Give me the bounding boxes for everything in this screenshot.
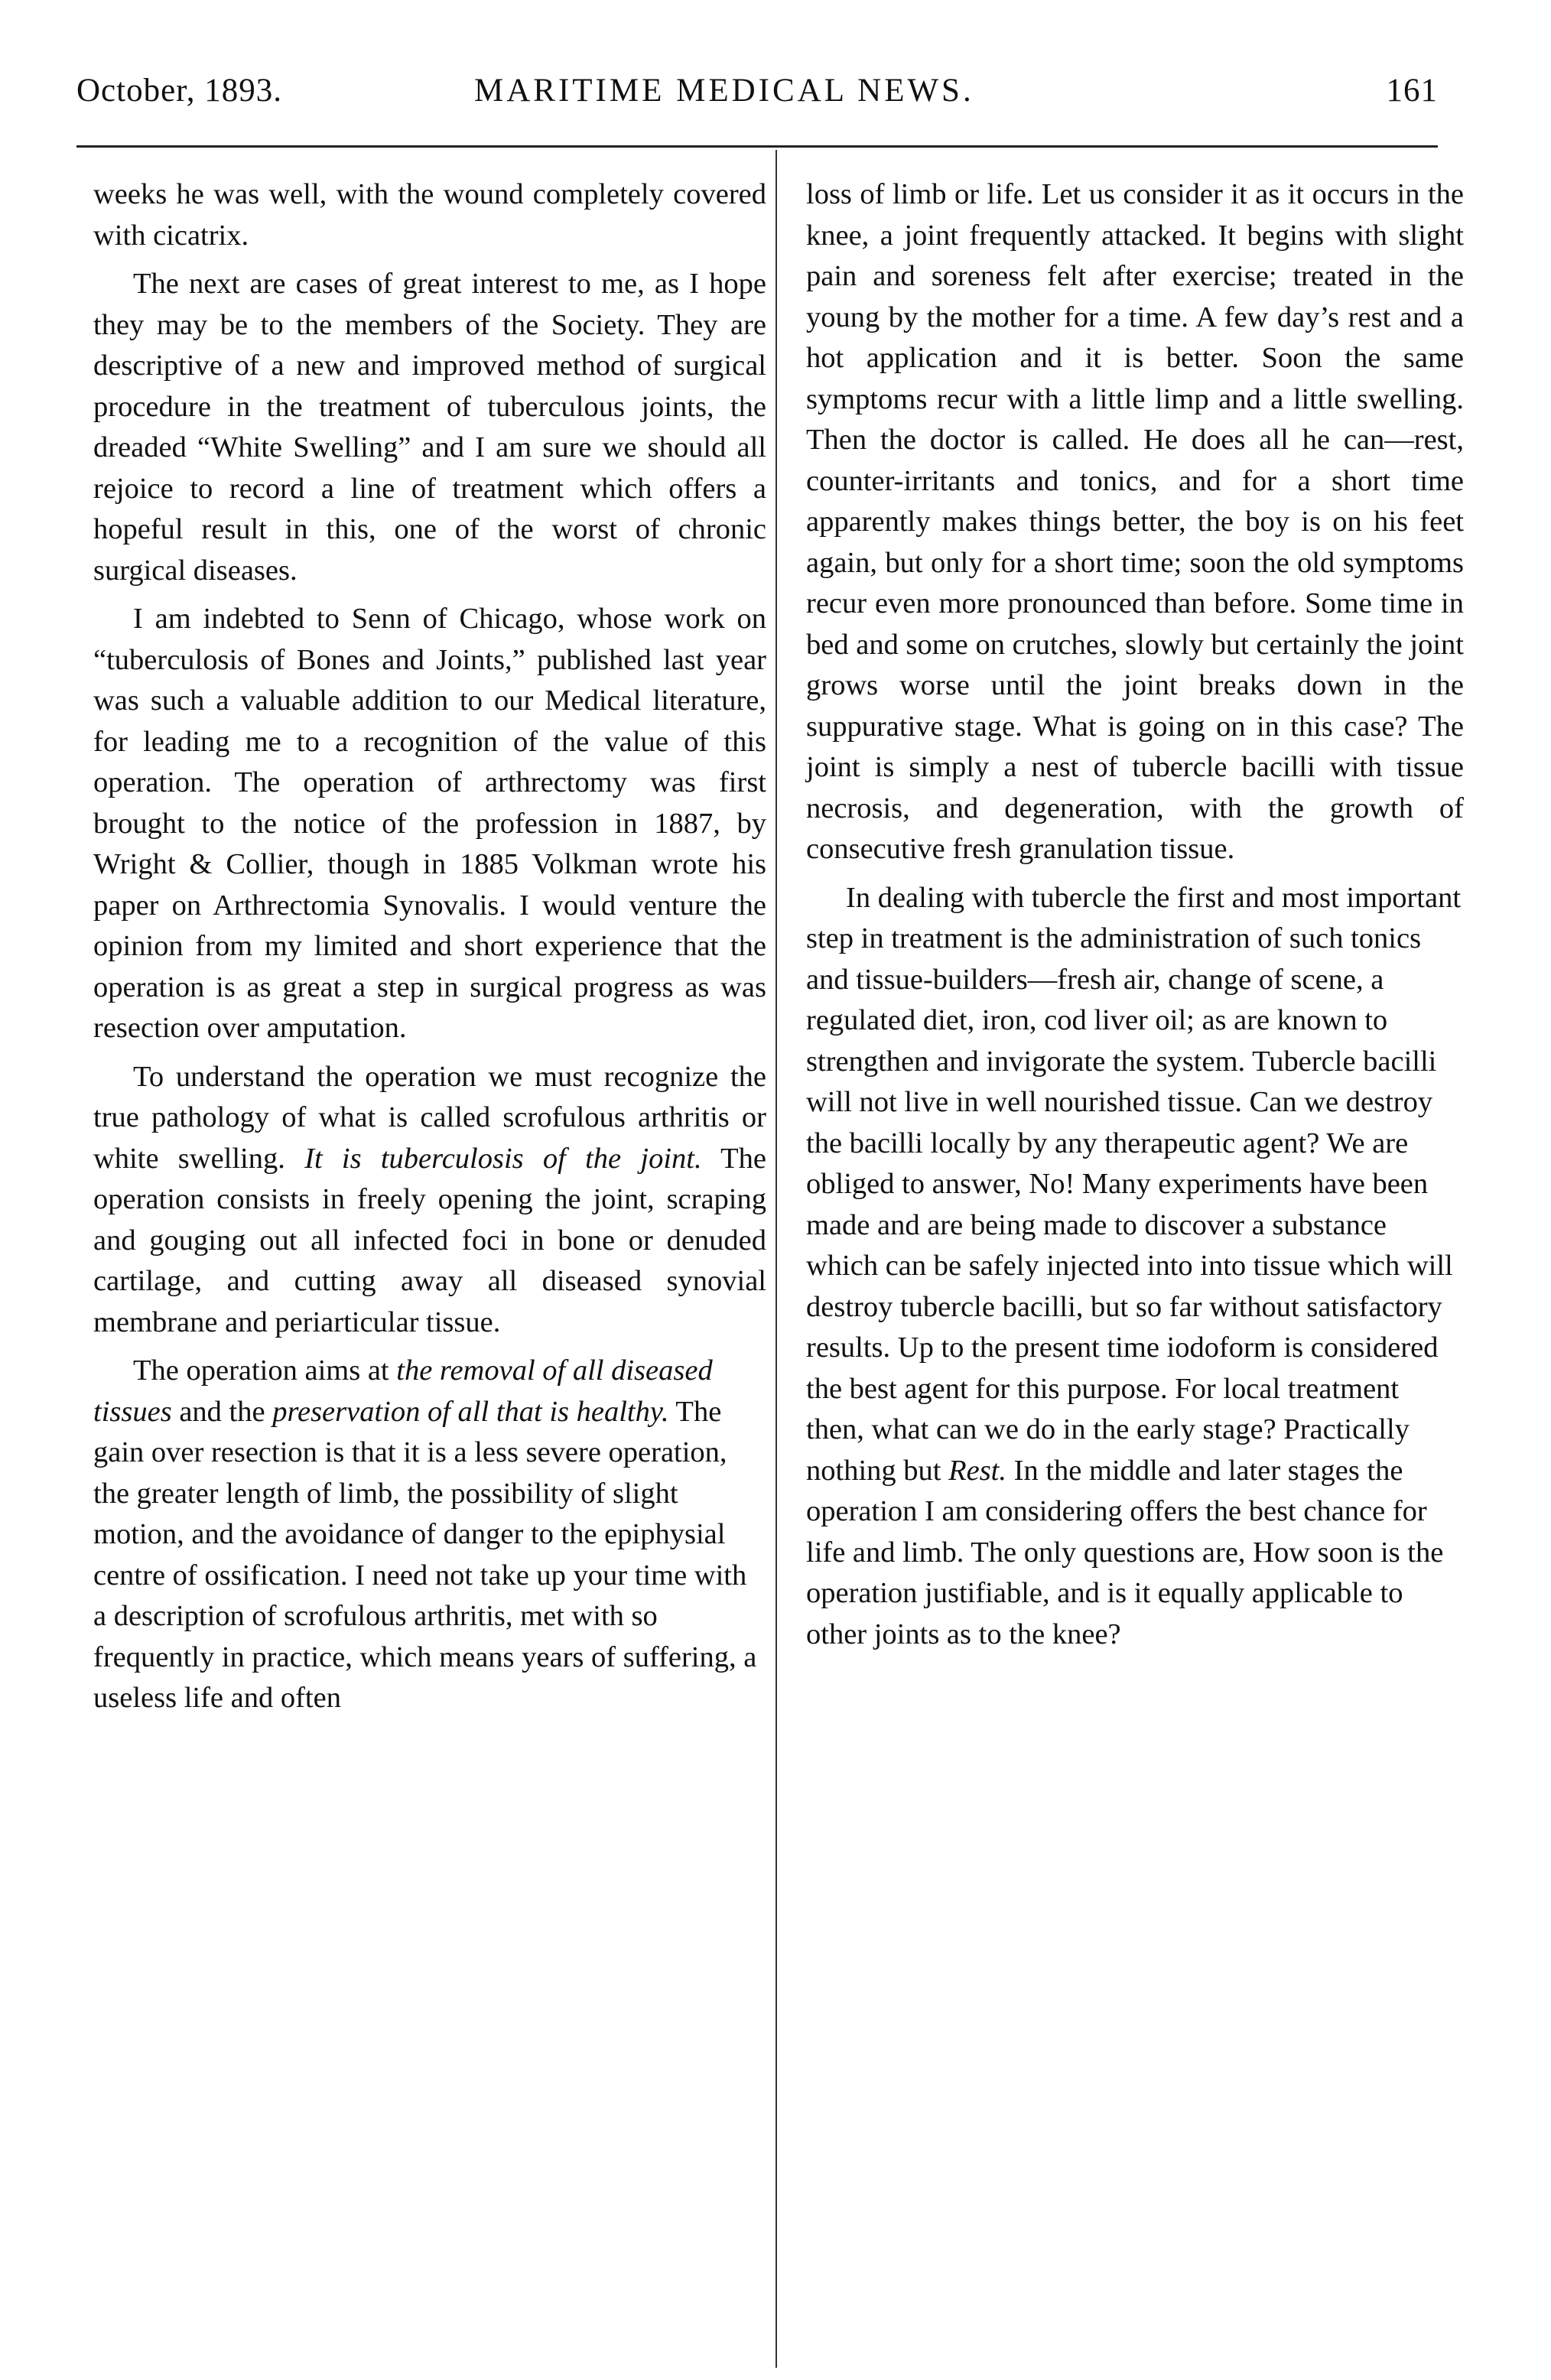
text-span: The operation consists in freely opening the joint, scraping and gouging out all infected foci in bone or denuded cartilage, and cutting away all diseased synovial membrane and periarticular tissue.	[93, 1142, 767, 1338]
text-span: In dealing with tubercle the first and most important step in treatment is the administration of such tonics and tissue-builders—fresh air, change of scene, a regulated diet, iron, cod liver oil; as are known to strengthen and invigorate the system. Tubercle bacilli will not live in well nourished tissue. Can we destroy the bacilli locally by any therapeutic agent? We are obliged to answer, No! Many experiments have been made and are being made to discover a substance which can be safely injected into into tissue which will destroy tubercle bacilli, but so far without satisfactory results. Up to the present time iodoform is considered the best agent for this purpose. For local treatment then, what can we do in the early stage? Practically nothing but	[806, 881, 1462, 1487]
issue-date: October, 1893.	[76, 73, 283, 109]
italic-emphasis: It is tuberculosis of the joint.	[304, 1142, 702, 1175]
text-span: To understand the operation we must recognize the true pathology of what is called scrofulous arthritis or white swelling.	[93, 1060, 766, 1175]
left-column	[93, 174, 766, 1727]
right-column	[806, 174, 1464, 1663]
text-span: In the middle and later stages the operation I am considering offers the best chance for life and limb. The only questions are, How soon is the operation justifiable, and is it equally applicable to other joints as to the knee?	[806, 1454, 1444, 1650]
paragraph	[93, 1351, 766, 1719]
paragraph-continuation: loss of limb or life. Let us consider it as it occurs in the knee, a joint frequently attacked. It begins with slight pain and soreness felt after exercise; treated in the young by the mother for a time. A few day’s rest and a hot application and it is better. Soon the same symptoms recur with a little limp and a little swelling. Then the doctor is called. He does all he can—rest, counter-irritants and tonics, and for a short time apparently makes things better, the boy is on his feet again, but only for a short time; soon the old symptoms recur even more pronounced than before. Some time in bed and some on crutches, slowly but certainly the joint grows worse until the joint breaks down in the suppurative stage. What is going on in this case? The joint is simply a nest of tubercle bacilli with tissue necrosis, and degeneration, with the growth of consecutive fresh granulation tissue.	[806, 178, 1464, 865]
paragraph	[806, 878, 1464, 1656]
column-divider	[776, 150, 777, 2368]
journal-title: MARITIME MEDICAL NEWS.	[474, 73, 974, 109]
paragraph-continuation: weeks he was well, with the wound completely covered with cicatrix.	[93, 178, 766, 252]
text-span: The gain over resection is that it is a less severe operation, the greater length of limb, the possibility of slight motion, and the avoidance of danger to the epiphysial centre of ossification. I need not take up your time with a description of scrofulous arthritis, met with so frequently in practice, which means years of suffering, a useless life and often	[93, 1395, 757, 1714]
italic-emphasis: Rest.	[948, 1454, 1007, 1487]
running-header	[76, 58, 1438, 119]
paragraph: I am indebted to Senn of Chicago, whose work on “tuberculosis of Bones and Joints,” published last year was such a valuable addition to our Medical literature, for leading me to a recognition of the value of this operation. The operation of arthrectomy was first brought to the notice of the profession in 1887, by Wright & Collier, though in 1885 Volkman wrote his paper on Arthrectomia Synovalis. I would venture the opinion from my limited and short experience that the operation is as great a step in surgical progress as was resection over amputation.	[93, 603, 766, 1044]
italic-emphasis: the removal of all diseased tissues	[93, 1354, 713, 1428]
italic-emphasis: preservation of all that is healthy.	[272, 1395, 669, 1428]
paragraph	[93, 1057, 766, 1344]
page-number: 161	[1386, 73, 1438, 109]
text-span: and the	[179, 1395, 265, 1428]
header-rule	[76, 145, 1438, 148]
paragraph: The next are cases of great interest to me, as I hope they may be to the members of the Society. They are descriptive of a new and improved method of surgical procedure in the treatment of tuberculous joints, the dreaded “White Swelling” and I am sure we should all rejoice to record a line of treatment which offers a hopeful result in this, one of the worst of chronic surgical diseases.	[93, 268, 766, 587]
text-span: The operation aims at	[133, 1354, 389, 1387]
